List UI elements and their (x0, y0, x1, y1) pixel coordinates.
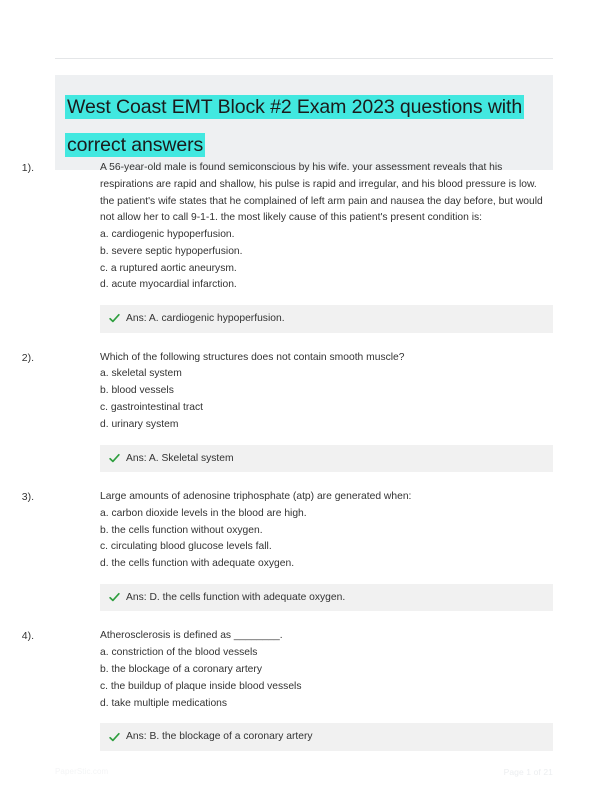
answer-option[interactable]: d. urinary system (100, 418, 179, 430)
question-block (0, 160, 606, 333)
answer-option[interactable]: a. constriction of the blood vessels (100, 647, 258, 659)
page-title: West Coast EMT Block #2 Exam 2023 questions with correct answers (67, 96, 523, 156)
question-stem: Which of the following structures does not contain smooth muscle? (100, 351, 405, 363)
answer-option-list (100, 506, 553, 573)
answer-text: Ans: A. cardiogenic hypoperfusion. (126, 313, 285, 325)
answer-option[interactable]: c. a ruptured aortic aneurysm. (100, 262, 237, 274)
answer-option[interactable]: c. the buildup of plaque inside blood vessels (100, 680, 302, 692)
answer-text: Ans: D. the cells function with adequate oxygen. (126, 591, 346, 603)
answer-text: Ans: B. the blockage of a coronary artery (126, 731, 313, 743)
answer-reveal (100, 723, 553, 750)
footer-watermark: PaperStic.com (55, 767, 109, 776)
question-stem: A 56-year-old male is found semiconscious by his wife. your assessment reveals that his respirations are rapid and shallow, his pulse is rapid and irregular, and his blood pressure is low. the patient's wife states that he complained of left arm pain and nausea the day before, but would not allow her to call 9-1-1. the most likely cause of this patient's present condition is: (100, 162, 543, 224)
answer-bar (100, 305, 553, 332)
question-body (100, 350, 553, 472)
answer-option-list (100, 227, 553, 294)
document-title-band (55, 75, 553, 170)
check-icon (109, 732, 120, 743)
answer-bar (100, 445, 553, 472)
answer-text: Ans: A. Skeletal system (126, 452, 234, 464)
check-icon (109, 453, 120, 464)
page-footer (0, 767, 606, 781)
answer-bar (100, 723, 553, 750)
question-body (100, 489, 553, 611)
check-icon (109, 313, 120, 324)
answer-option[interactable]: b. severe septic hypoperfusion. (100, 245, 243, 257)
answer-option[interactable]: c. gastrointestinal tract (100, 402, 204, 414)
question-body (100, 160, 553, 333)
answer-reveal (100, 445, 553, 472)
answer-option[interactable]: a. skeletal system (100, 368, 182, 380)
answer-option[interactable]: b. the cells function without oxygen. (100, 524, 263, 536)
answer-option[interactable]: d. take multiple medications (100, 697, 228, 709)
question-number: 1). (21, 162, 34, 174)
answer-reveal (100, 305, 553, 332)
answer-option-list (100, 645, 553, 712)
answer-option[interactable]: a. carbon dioxide levels in the blood are high. (100, 507, 307, 519)
question-stem: Large amounts of adenosine triphosphate (atp) are generated when: (100, 491, 412, 503)
question-block (0, 350, 606, 472)
question-block (0, 489, 606, 611)
answer-option-list (100, 366, 553, 433)
question-list (0, 160, 606, 768)
answer-option[interactable]: b. the blockage of a coronary artery (100, 663, 262, 675)
header-divider (55, 58, 553, 59)
answer-option[interactable]: d. acute myocardial infarction. (100, 279, 237, 291)
check-icon (109, 592, 120, 603)
answer-bar (100, 584, 553, 611)
question-number: 4). (21, 630, 34, 643)
question-block (0, 628, 606, 750)
question-body (100, 628, 553, 750)
answer-option[interactable]: d. the cells function with adequate oxygen. (100, 558, 295, 570)
question-number: 3). (21, 491, 34, 504)
answer-option[interactable]: a. cardiogenic hypoperfusion. (100, 229, 235, 241)
footer-page-number: Page 1 of 21 (503, 767, 553, 777)
answer-option[interactable]: c. circulating blood glucose levels fall. (100, 541, 272, 553)
question-stem: Atherosclerosis is defined as ________. (100, 630, 283, 642)
question-number: 2). (21, 351, 34, 364)
answer-reveal (100, 584, 553, 611)
answer-option[interactable]: b. blood vessels (100, 385, 174, 397)
